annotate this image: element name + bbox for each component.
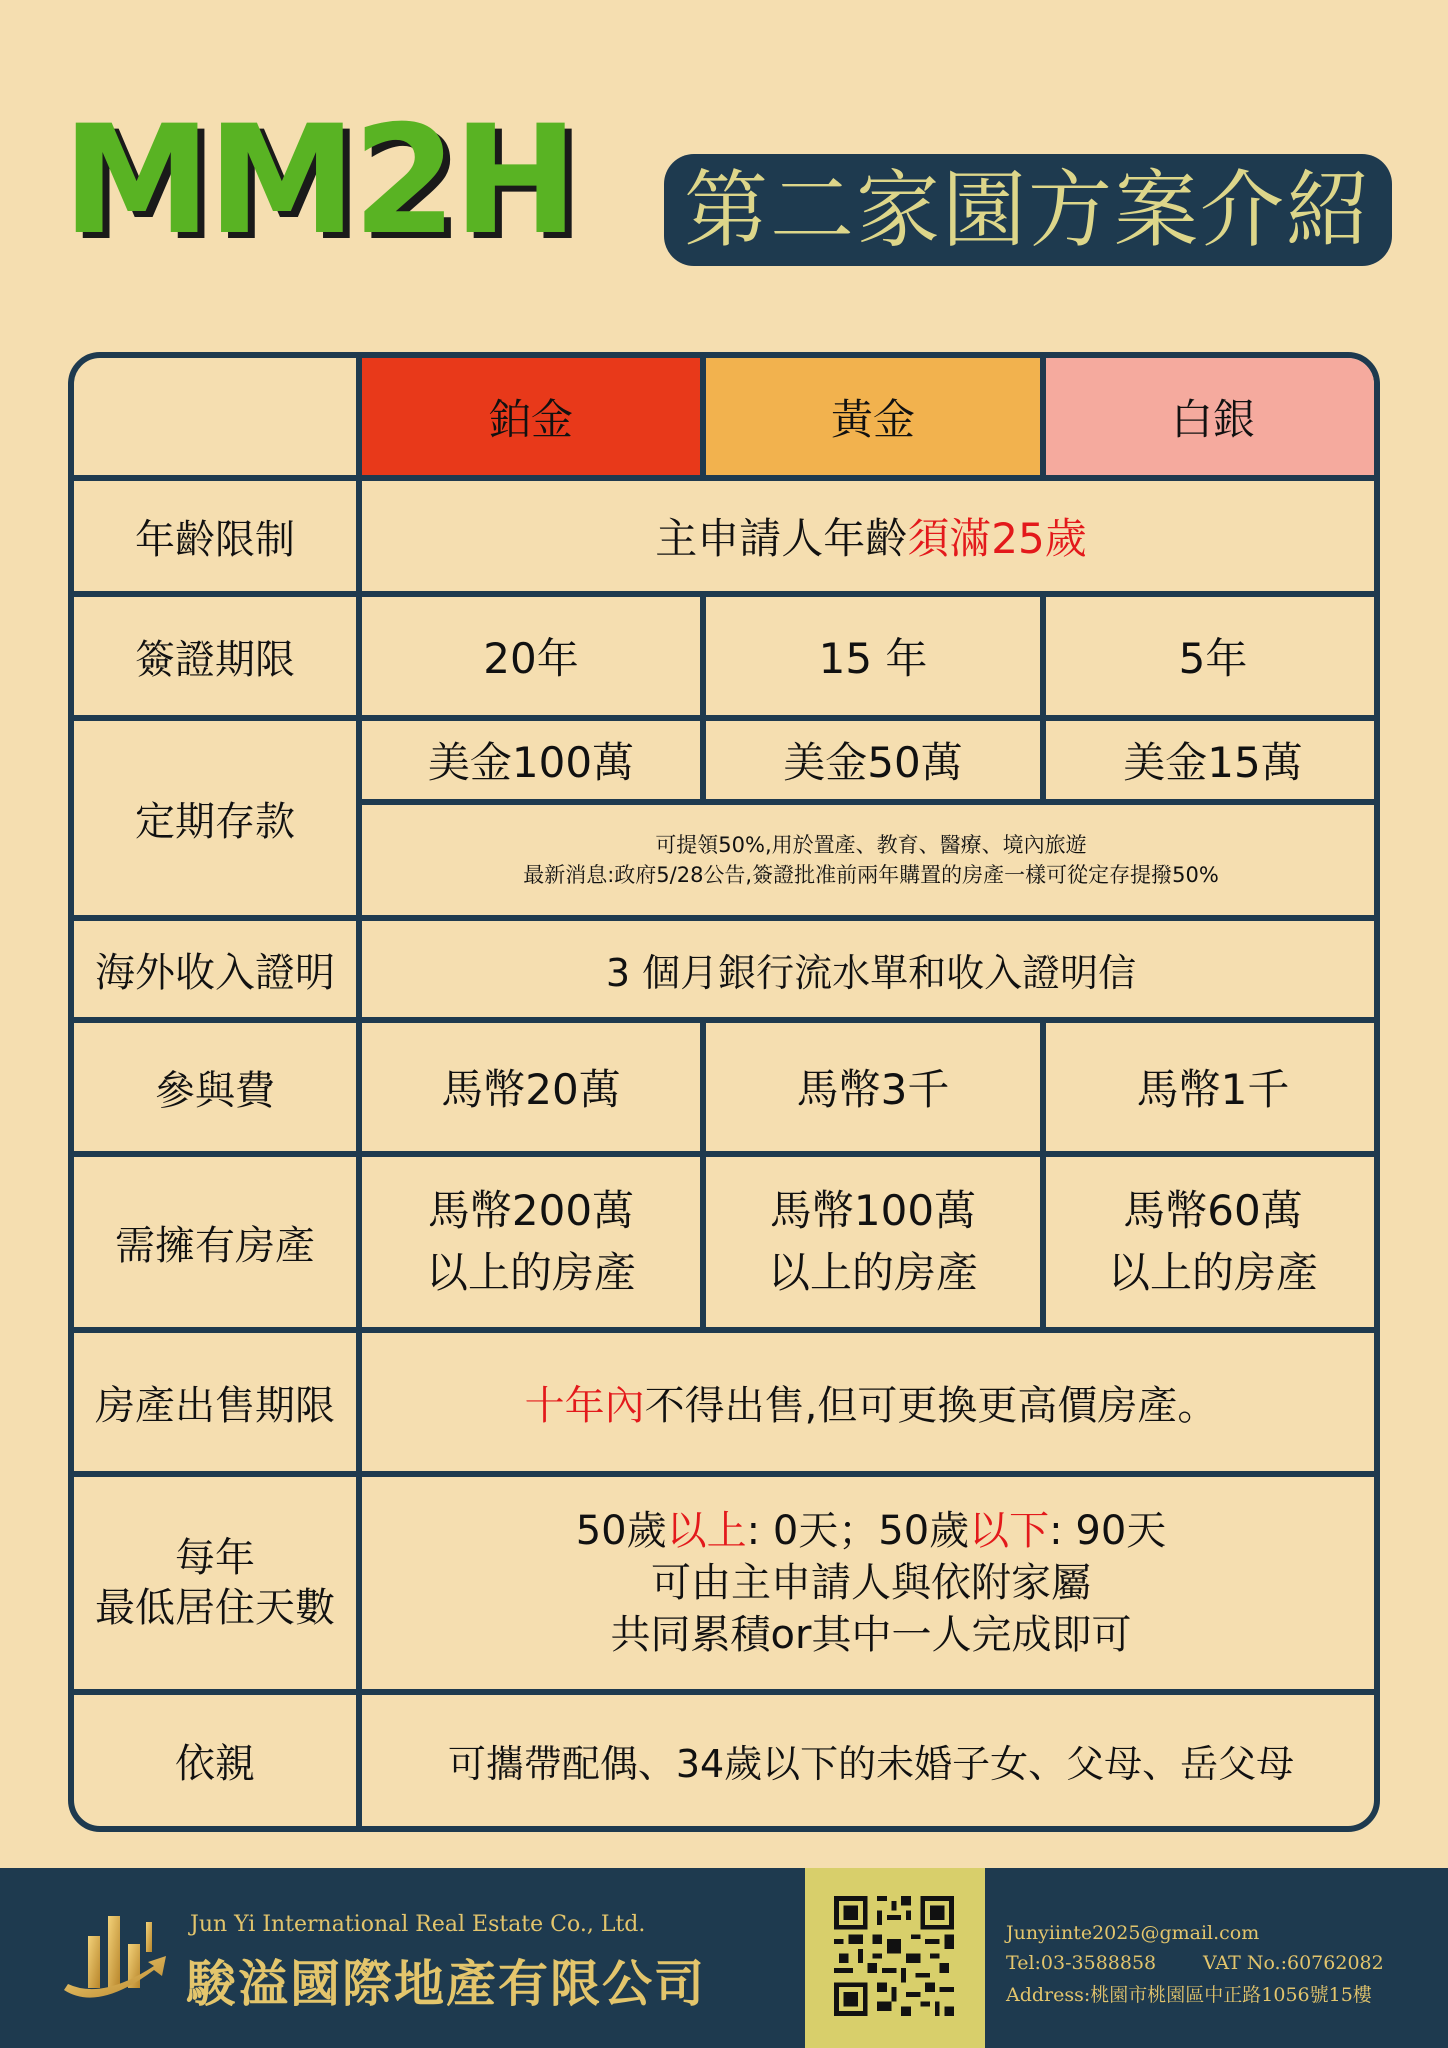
- grid-hline: [74, 915, 1380, 921]
- subtitle-text: 第二家園方案介紹: [683, 161, 1372, 259]
- age-value-prefix: 主申請人年齡: [655, 514, 908, 563]
- property-platinum-amount: 馬幣200萬: [427, 1186, 635, 1235]
- residence-above: 以上: [666, 1508, 747, 1554]
- row-label-property: 需擁有房產: [115, 1222, 315, 1269]
- property-platinum: [362, 1157, 700, 1327]
- contact-address: Address:桃園市桃園區中正路1056號15樓: [1006, 1984, 1372, 2006]
- fee-silver: 馬幣1千: [1136, 1065, 1290, 1114]
- visa-platinum: 20年: [483, 634, 579, 683]
- property-silver-amount: 馬幣60萬: [1123, 1186, 1303, 1235]
- property-gold: [706, 1157, 1040, 1327]
- deposit-note: [362, 805, 1380, 915]
- qr-code-icon[interactable]: [834, 1896, 954, 2016]
- row-label-residence: [74, 1477, 356, 1689]
- grid-hline: [74, 1689, 1380, 1695]
- visa-silver: 5年: [1178, 634, 1248, 683]
- grid-vline-2: [1040, 358, 1046, 475]
- fee-platinum: 馬幣20萬: [441, 1065, 621, 1114]
- grid-hline: [74, 715, 1380, 721]
- grid-hline: [74, 1327, 1380, 1333]
- grid-hline: [74, 591, 1380, 597]
- property-gold-suffix: 以上的房產: [767, 1248, 978, 1297]
- company-name-zh: 駿溢國際地產有限公司: [186, 1955, 706, 2013]
- visa-gold: 15 年: [818, 634, 928, 683]
- comparison-table: [68, 352, 1380, 1832]
- residence-line3: 共同累積or其中一人完成即可: [610, 1612, 1132, 1658]
- grid-hline: [74, 475, 1380, 481]
- residence-mid: : 0天；50歲: [746, 1508, 970, 1554]
- property-gold-amount: 馬幣100萬: [769, 1186, 977, 1235]
- row-label-age: 年齡限制: [135, 516, 295, 563]
- grid-vline-1: [700, 591, 706, 805]
- grid-vline-1: [700, 1017, 706, 1333]
- residence-below: 以下: [969, 1508, 1050, 1554]
- mm2h-logo: MM2H: [62, 94, 575, 268]
- contact-tel: Tel:03-3588858: [1006, 1952, 1157, 1974]
- residence-age-50: 50歲: [575, 1508, 667, 1554]
- grid-vline-label: [356, 358, 362, 1832]
- grid-hline: [74, 1151, 1380, 1157]
- fee-gold: 馬幣3千: [796, 1065, 950, 1114]
- row-label-dependents: 依親: [175, 1741, 255, 1787]
- property-platinum-suffix: 以上的房產: [425, 1248, 636, 1297]
- tier-platinum-label: 鉑金: [488, 394, 573, 444]
- company-name-en: Jun Yi International Real Estate Co., Ltd.: [190, 1912, 646, 1937]
- residence-line2: 可由主申請人與依附家屬: [651, 1560, 1091, 1606]
- row-label-income: 海外收入證明: [95, 949, 335, 996]
- contact-vat: VAT No.:60762082: [1203, 1952, 1384, 1974]
- tier-silver-header: [1046, 358, 1380, 475]
- deposit-gold: 美金50萬: [783, 738, 963, 787]
- property-silver-suffix: 以上的房產: [1107, 1248, 1318, 1297]
- tier-gold-header: [706, 358, 1040, 475]
- company-logo-icon: [58, 1892, 174, 2012]
- tier-platinum-header: [362, 358, 700, 475]
- grid-vline-2: [1040, 1017, 1046, 1333]
- row-label-visa: 簽證期限: [135, 636, 295, 683]
- grid-hline: [74, 1017, 1380, 1023]
- sale-value-highlight: 十年內: [524, 1382, 645, 1429]
- grid-vline-1: [700, 358, 706, 475]
- income-value: 3 個月銀行流水單和收入證明信: [605, 950, 1137, 995]
- row-label-residence-line2: 最低居住天數: [95, 1585, 335, 1631]
- grid-hline: [356, 799, 1380, 805]
- sale-value-rest: 不得出售,但可更換更高價房產。: [644, 1382, 1218, 1429]
- grid-hline: [74, 1471, 1380, 1477]
- deposit-silver: 美金15萬: [1123, 738, 1303, 787]
- residence-value: [362, 1477, 1380, 1689]
- row-label-deposit: 定期存款: [135, 798, 295, 845]
- row-label-sale: 房產出售期限: [95, 1382, 335, 1429]
- residence-days: : 90天: [1049, 1508, 1167, 1554]
- deposit-note-line2: 最新消息:政府5/28公告,簽證批准前兩年購置的房產一樣可從定存提撥50%: [523, 863, 1219, 887]
- age-value: [362, 481, 1380, 591]
- deposit-note-line1: 可提領50%,用於置產、教育、醫療、境內旅遊: [655, 833, 1087, 857]
- sale-value: [362, 1333, 1380, 1471]
- subtitle-banner: [664, 154, 1392, 266]
- residence-line1: [576, 1505, 1167, 1557]
- contact-email[interactable]: Junyiinte2025@gmail.com: [1006, 1922, 1260, 1944]
- tier-silver-label: 白銀: [1170, 394, 1255, 444]
- row-label-residence-line1: 每年: [175, 1535, 255, 1581]
- dependents-value: 可攜帶配偶、34歲以下的未婚子女、父母、岳父母: [447, 1742, 1295, 1786]
- tier-gold-label: 黃金: [830, 394, 915, 444]
- grid-vline-2: [1040, 591, 1046, 805]
- deposit-platinum: 美金100萬: [427, 738, 635, 787]
- property-silver: [1046, 1157, 1380, 1327]
- row-label-fee: 參與費: [155, 1067, 275, 1114]
- age-value-highlight: 須滿25歲: [907, 514, 1087, 563]
